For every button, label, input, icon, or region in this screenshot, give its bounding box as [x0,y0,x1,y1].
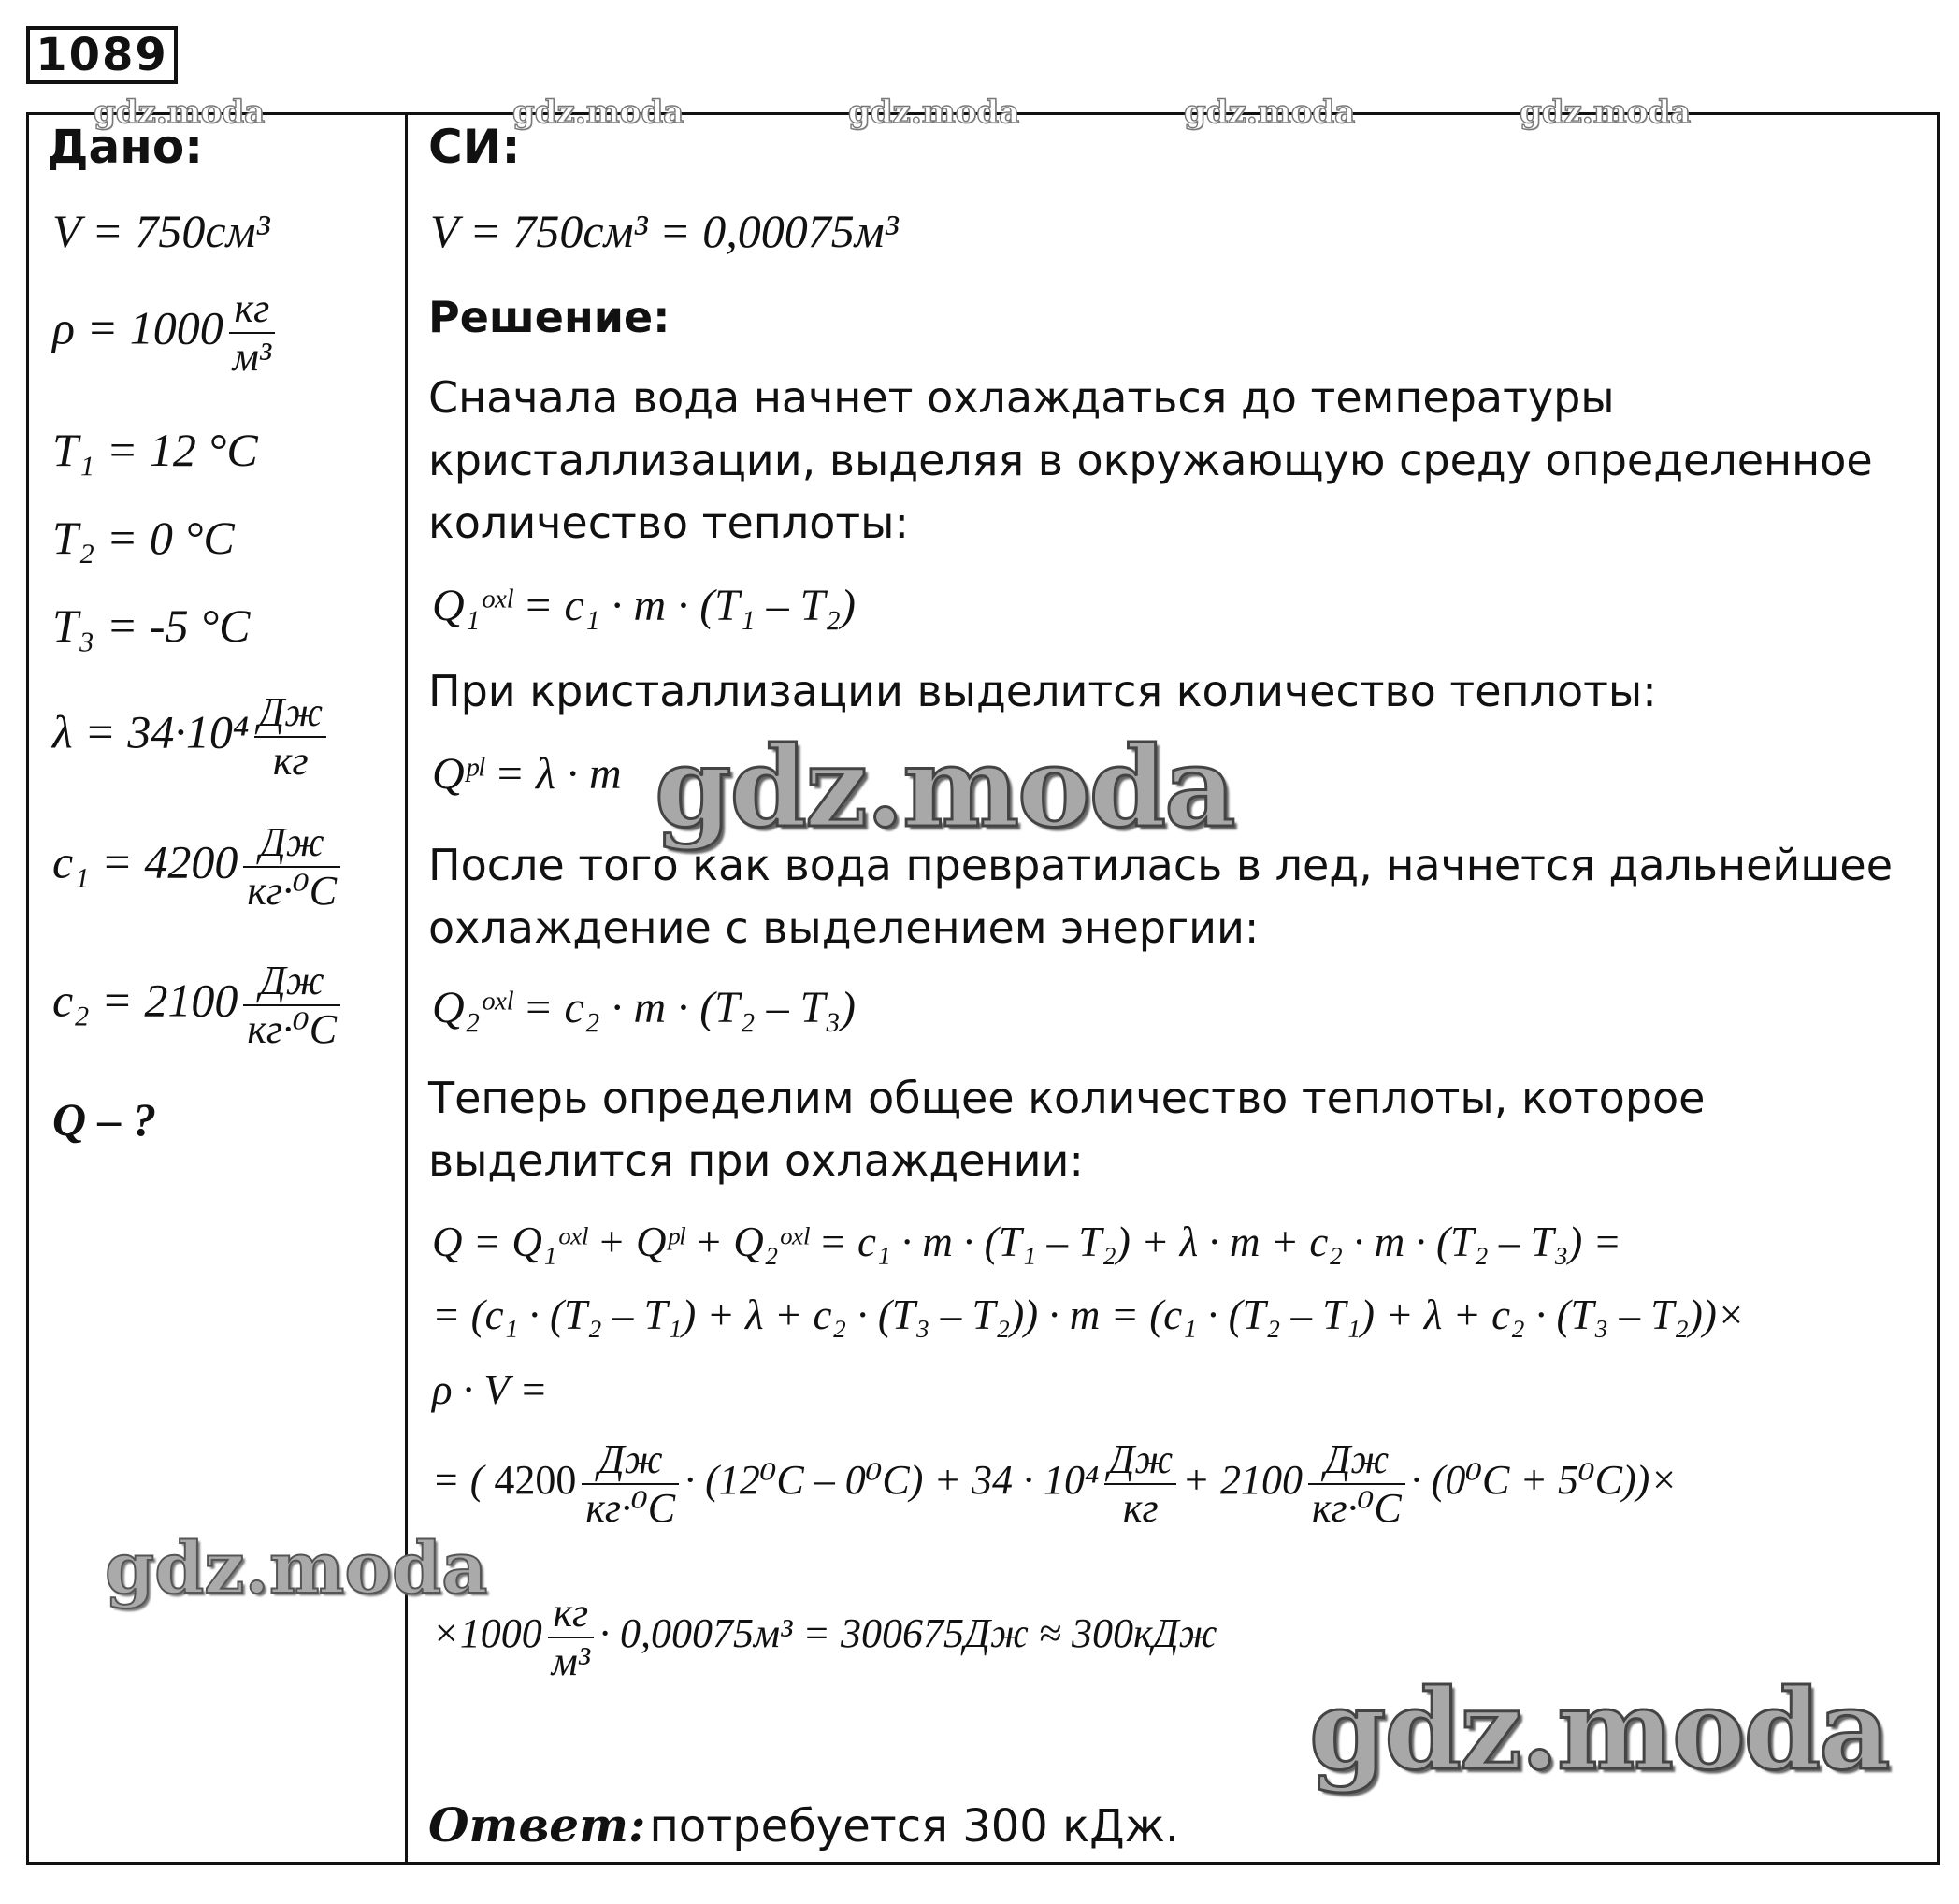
given-lambda: λ = 34·10⁴ $\frac{Дж}{кг}$ [52,689,332,785]
watermark: gdz.moda [1309,1665,1889,1795]
solution-heading: Решение: [428,292,670,342]
formula-total-1: Q = Q₁ᵒˣˡ + Qᵖˡ + Q₂ᵒˣˡ = c₁ · m · (T₁ – T₂) + λ · m + c₂ · m · (T₂ – T₃) = [432,1219,1621,1265]
formula-total-2: = (c₁ · (T₂ – T₁) + λ + c₂ · (T₃ – T₂)) · m = (c₁ · (T₂ – T₁) + λ + c₂ · (T₃ – T₂))× [432,1291,1746,1338]
watermark: gdz.moda [512,94,684,131]
solution-text: выделится при охлаждении: [428,1135,1084,1186]
answer [428,1797,1179,1853]
solution-text: охлаждение с выделением энергии: [428,902,1260,953]
solution-text: После того как вода превратилась в лед, начнется дальнейшее [428,840,1893,890]
formula-q1: Q₁ᵒˣˡ = c₁ · m · (T₁ – T₂) [432,581,856,630]
solution-text: Теперь определим общее количество теплоты, которое [428,1073,1706,1123]
given-density: ρ = 1000 $\frac{кг}{\text{м³}}$ [52,285,281,381]
watermark: gdz.moda [1184,94,1356,131]
given-volume: V = 750см³ [52,205,270,257]
formula-qpl: Qᵖˡ = λ · m [432,749,622,799]
si-heading: СИ: [428,120,521,174]
formula-substitution: = ( 4200 $\frac{Дж}{\text{кг·⁰C}}$ · (12⁰C – 0⁰C) + 34 · 10⁴ $\frac{Дж}{кг}$ + 2100 $\frac{Дж}{\text{кг·⁰C}}$ · (0⁰C + 5⁰C))× [432,1436,1678,1531]
watermark: gdz.moda [848,94,1020,131]
given-t3: T₃ = -5 °C [52,599,251,652]
solution-text: количество теплоты: [428,498,909,548]
answer-text: потребуется 300 кДж. [649,1800,1180,1853]
solution-text: кристаллизации, выделяя в окружающую среду определенное [428,435,1873,485]
watermark: gdz.moda [1520,94,1692,131]
answer-label: Ответ: [428,1797,646,1853]
watermark: gdz.moda [105,1526,488,1609]
solution-text: Сначала вода начнет охлаждаться до температуры [428,372,1615,423]
formula-result: ×1000 $\frac{кг}{\text{м³}}$ · 0,00075м³ = 300675Дж ≈ 300кДж [432,1590,1217,1684]
formula-total-3: ρ · V = [432,1366,548,1413]
si-volume: V = 750см³ = 0,00075м³ [430,205,899,257]
solution-text: При кристаллизации выделится количество теплоты: [428,666,1657,716]
given-t2: T₂ = 0 °C [52,512,235,564]
given-c2: c₂ = 2100 $\frac{Дж}{\text{кг·⁰C}}$ [52,958,346,1053]
given-t1: T₁ = 12 °C [52,424,258,476]
given-unknown: Q – ? [52,1093,157,1146]
given-heading: Дано: [47,120,204,174]
given-c1: c₁ = 4200 $\frac{Дж}{\text{кг·⁰C}}$ [52,819,346,915]
watermark: gdz.moda [94,94,266,131]
formula-q2: Q₂ᵒˣˡ = c₂ · m · (T₂ – T₃) [432,983,856,1032]
problem-number: 1089 [26,26,178,84]
watermark: gdz.moda [655,722,1234,852]
